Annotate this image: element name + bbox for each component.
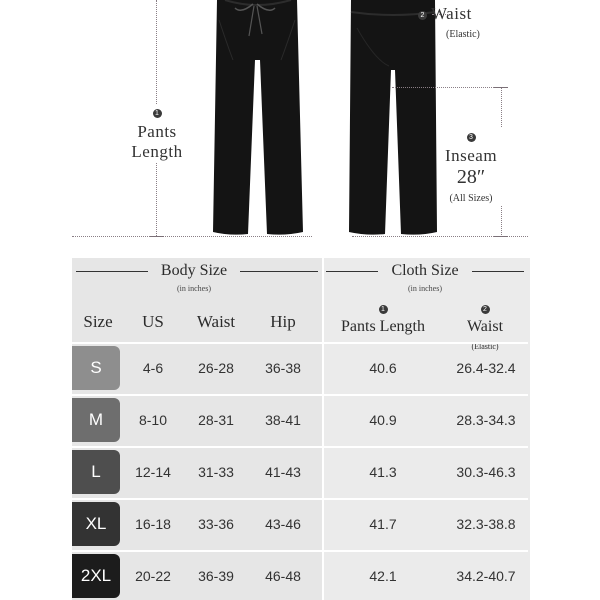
row-separator — [72, 394, 528, 396]
row-separator — [72, 342, 528, 344]
cell-hip: 46-48 — [265, 568, 301, 584]
number-badge-2: 2 — [418, 11, 427, 20]
size-tab-2xl: 2XL — [72, 554, 120, 598]
header-size: Size — [83, 312, 113, 331]
inseam-label — [438, 128, 504, 206]
cell-pants-length: 41.3 — [369, 464, 397, 480]
inseam-label-sub: (All Sizes) — [449, 193, 493, 204]
header-waist: Waist — [196, 312, 236, 331]
cell-cloth-waist: 34.2-40.7 — [456, 568, 516, 584]
cell-waist: 31-33 — [198, 464, 234, 480]
pants-diagram — [0, 0, 600, 250]
cell-us: 20-22 — [135, 568, 171, 584]
cell-hip: 41-43 — [265, 464, 301, 480]
cell-waist: 28-31 — [198, 412, 234, 428]
cell-pants-length: 40.9 — [369, 412, 397, 428]
pants-length-tick — [150, 236, 164, 237]
waist-label-sub: (Elastic) — [446, 29, 480, 40]
body-size-sub: (in inches) — [177, 284, 211, 293]
header-hip: Hip — [270, 312, 296, 331]
cell-waist: 26-28 — [198, 360, 234, 376]
pants-length-line1: Pants — [137, 122, 177, 141]
body-size-title: Body Size — [160, 262, 228, 279]
cloth-size-rule-left — [326, 271, 378, 272]
body-size-rule-right — [240, 271, 318, 272]
row-separator — [72, 446, 528, 448]
cell-us: 4-6 — [142, 360, 164, 376]
cell-pants-length: 41.7 — [369, 516, 397, 532]
waist-label-text: Waist — [431, 4, 472, 23]
cell-us: 12-14 — [135, 464, 171, 480]
number-badge-3: 3 — [467, 133, 476, 142]
waist-label — [418, 4, 498, 42]
inseam-top-guide — [392, 87, 502, 88]
size-tab-m: M — [72, 398, 120, 442]
number-badge-2-table: 2 — [481, 305, 490, 314]
cell-waist: 36-39 — [198, 568, 234, 584]
inseam-label-text: Inseam — [444, 146, 498, 165]
header-pants-length — [328, 300, 438, 336]
cell-us: 16-18 — [135, 516, 171, 532]
inseam-tick-bottom — [494, 236, 508, 237]
inseam-value: 28″ — [456, 166, 486, 188]
pants-front-image — [205, 0, 309, 240]
cell-us: 8-10 — [138, 412, 168, 428]
cell-waist: 33-36 — [198, 516, 234, 532]
cell-cloth-waist: 32.3-38.8 — [456, 516, 516, 532]
header-us: US — [142, 312, 164, 331]
pants-length-label — [118, 104, 196, 162]
cell-pants-length: 40.6 — [369, 360, 397, 376]
cloth-size-title: Cloth Size — [391, 262, 459, 279]
header-cloth-waist-text: Waist — [466, 318, 504, 335]
pants-length-line2: Length — [131, 142, 183, 161]
cloth-size-rule-right — [472, 271, 524, 272]
cell-pants-length: 42.1 — [369, 568, 397, 584]
header-cloth-waist-sub: (Elastic) — [471, 342, 499, 351]
cloth-size-sub: (in inches) — [408, 284, 442, 293]
inseam-tick-top — [494, 87, 508, 88]
row-separator — [72, 550, 528, 552]
cell-cloth-waist: 26.4-32.4 — [456, 360, 516, 376]
cell-hip: 36-38 — [265, 360, 301, 376]
size-tab-s: S — [72, 346, 120, 390]
cell-cloth-waist: 28.3-34.3 — [456, 412, 516, 428]
number-badge-1: 1 — [153, 109, 162, 118]
cell-cloth-waist: 30.3-46.3 — [456, 464, 516, 480]
size-tab-l: L — [72, 450, 120, 494]
row-separator — [72, 498, 528, 500]
header-pants-length-text: Pants Length — [341, 318, 425, 335]
size-tab-xl: XL — [72, 502, 120, 546]
cell-hip: 38-41 — [265, 412, 301, 428]
body-size-rule-left — [76, 271, 148, 272]
number-badge-1-table: 1 — [379, 305, 388, 314]
cell-hip: 43-46 — [265, 516, 301, 532]
